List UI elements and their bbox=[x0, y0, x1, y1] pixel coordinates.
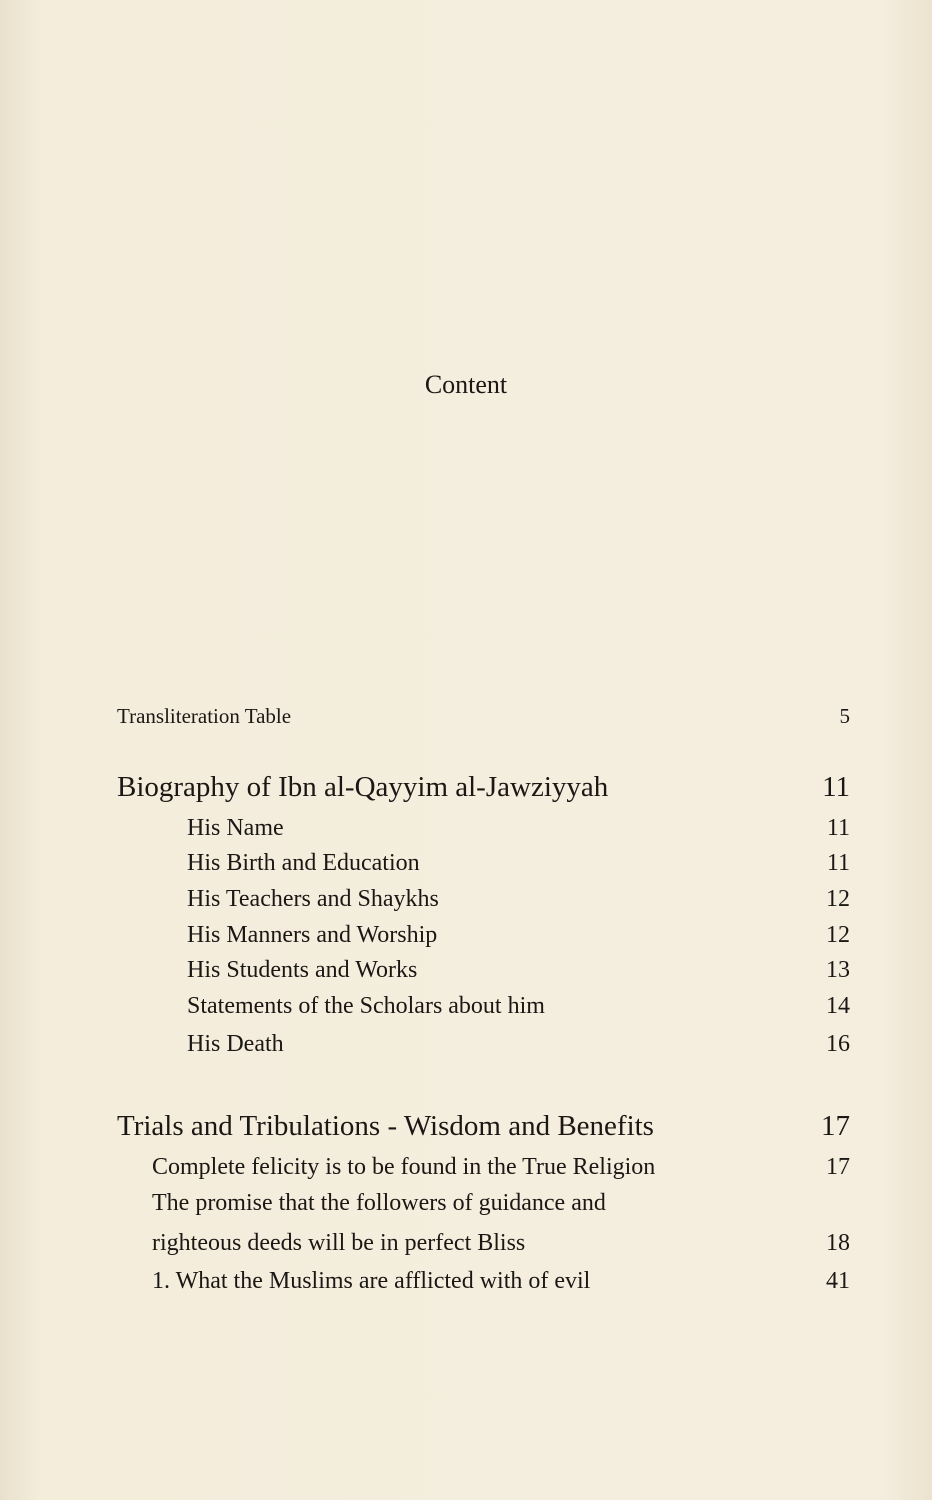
section-title-trials: Trials and Tribulations - Wisdom and Benefits bbox=[117, 1110, 654, 1142]
toc-entry-page: 11 bbox=[826, 850, 850, 876]
toc-entry-page: 13 bbox=[826, 957, 850, 983]
toc-entry-label: 1. What the Muslims are afflicted with of evil bbox=[152, 1268, 591, 1294]
toc-entry-label: His Manners and Worship bbox=[187, 922, 438, 948]
toc-entry-label: Statements of the Scholars about him bbox=[187, 993, 545, 1019]
toc-entry-label: His Teachers and Shaykhs bbox=[187, 886, 439, 912]
section-page-trials: 17 bbox=[821, 1110, 850, 1142]
toc-entry-transliteration-label: Transliteration Table bbox=[117, 704, 292, 728]
toc-entry-label: The promise that the followers of guidance and bbox=[152, 1190, 606, 1216]
toc-entry-page: 17 bbox=[826, 1154, 850, 1180]
contents-heading: Content bbox=[424, 370, 508, 399]
toc-entry-label: righteous deeds will be in perfect Bliss bbox=[152, 1230, 526, 1256]
toc-entry-page: 12 bbox=[826, 886, 850, 912]
toc-entry-page: 12 bbox=[826, 922, 850, 948]
toc-entry-label: Complete felicity is to be found in the True Religion bbox=[152, 1154, 656, 1180]
toc-entry-transliteration-page: 5 bbox=[839, 704, 850, 728]
toc-entry-label: His Students and Works bbox=[187, 957, 418, 983]
toc-entry-label: His Birth and Education bbox=[187, 850, 420, 876]
toc-entry-page: 11 bbox=[826, 815, 850, 841]
section-title-biography: Biography of Ibn al-Qayyim al-Jawziyyah bbox=[117, 771, 609, 803]
toc-entry-page: 14 bbox=[826, 993, 850, 1019]
toc-entry-label: His Name bbox=[187, 815, 284, 841]
toc-entry-page: 18 bbox=[826, 1230, 850, 1256]
toc-entry-page: 41 bbox=[826, 1268, 850, 1294]
toc-entry-label: His Death bbox=[187, 1031, 284, 1057]
section-page-biography: 11 bbox=[822, 771, 850, 803]
toc-entry-page: 16 bbox=[826, 1031, 850, 1057]
